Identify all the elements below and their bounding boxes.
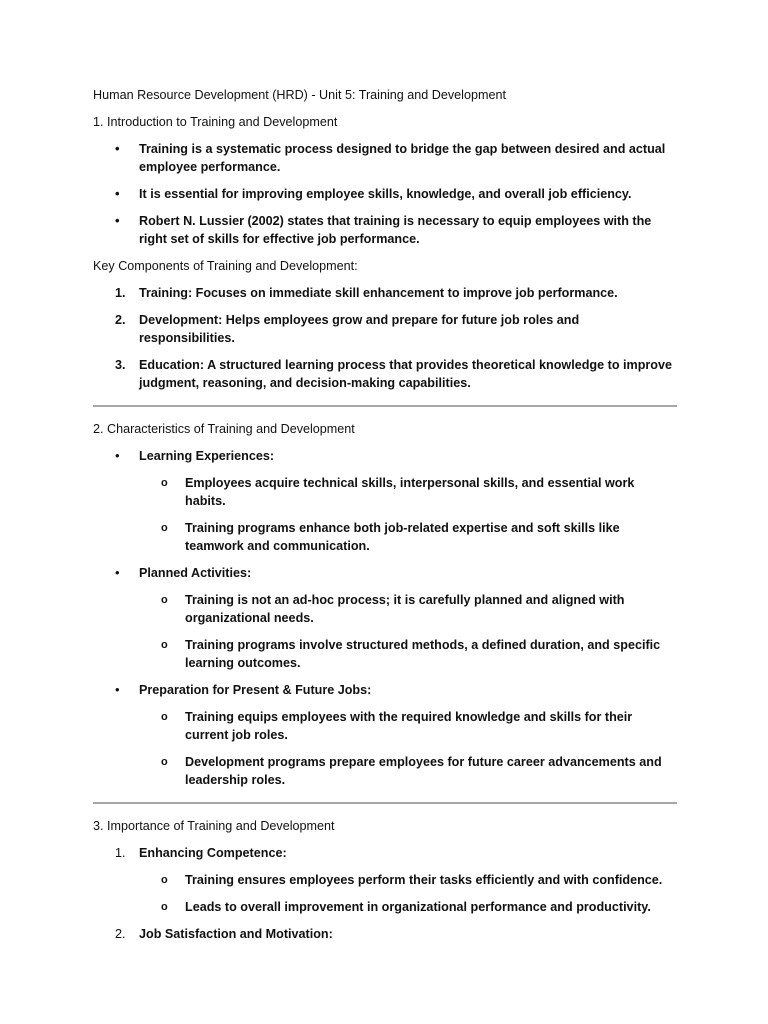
circle-bullet-icon: o — [161, 477, 168, 489]
intro-bullet-list — [93, 140, 677, 248]
bullet-icon: • — [115, 682, 120, 697]
list-item-text: Education: A structured learning process that provides theoretical knowledge to improve judgment, reasoning, and decision-making capabilities. — [139, 358, 673, 390]
list-item — [93, 185, 677, 203]
bullet-icon: • — [115, 565, 120, 580]
sub-list-item — [139, 591, 677, 627]
list-item — [93, 212, 677, 248]
sub-list-item-text: Training ensures employees perform their tasks efficiently and with confidence. — [185, 873, 663, 887]
list-item — [93, 681, 677, 789]
importance-list — [93, 844, 677, 943]
list-item-label: Learning Experiences: — [139, 449, 275, 463]
bullet-icon: • — [115, 141, 120, 156]
list-number: 3. — [115, 358, 126, 372]
circle-bullet-icon: o — [161, 639, 168, 651]
sub-list-item-text: Development programs prepare employees for future career advancements and leadership roles. — [185, 755, 662, 787]
characteristics-list — [93, 447, 677, 789]
sub-list-item-text: Training is not an ad-hoc process; it is carefully planned and aligned with organizational needs. — [185, 593, 625, 625]
sub-list-item-text: Training equips employees with the required knowledge and skills for their current job roles. — [185, 710, 633, 742]
list-number: 2. — [115, 927, 126, 941]
components-heading: Key Components of Training and Development: — [93, 259, 358, 273]
list-item-text: Training is a systematic process designed to bridge the gap between desired and actual employee performance. — [139, 142, 666, 174]
sub-list — [139, 591, 677, 672]
list-number: 2. — [115, 313, 126, 327]
list-item — [93, 564, 677, 672]
section-divider — [93, 802, 677, 804]
section-heading-importance: 3. Importance of Training and Development — [93, 819, 335, 833]
section-heading-characteristics: 2. Characteristics of Training and Development — [93, 422, 355, 436]
list-item-label: Enhancing Competence: — [139, 846, 287, 860]
sub-list-item — [139, 753, 677, 789]
list-item-text: Robert N. Lussier (2002) states that training is necessary to equip employees with the right set of skills for effective job performance. — [139, 214, 652, 246]
sub-list — [139, 474, 677, 555]
list-item — [93, 284, 677, 302]
sub-list — [139, 871, 677, 916]
list-item — [93, 844, 677, 916]
sub-list-item-text: Training programs involve structured methods, a defined duration, and specific learning outcomes. — [185, 638, 661, 670]
sub-list-item — [139, 871, 677, 889]
sub-list-item — [139, 898, 677, 916]
sub-list-item-text: Training programs enhance both job-related expertise and soft skills like teamwork and communication. — [185, 521, 620, 553]
section-divider — [93, 405, 677, 407]
list-item-text: Development: Helps employees grow and prepare for future job roles and responsibilities. — [139, 313, 580, 345]
circle-bullet-icon: o — [161, 594, 168, 606]
sub-list-item — [139, 636, 677, 672]
sub-list-item — [139, 519, 677, 555]
list-item-label: Planned Activities: — [139, 566, 252, 580]
section-heading-introduction: 1. Introduction to Training and Development — [93, 115, 338, 129]
list-item-label: Preparation for Present & Future Jobs: — [139, 683, 372, 697]
list-item — [93, 311, 677, 347]
list-number: 1. — [115, 286, 126, 300]
components-numbered-list — [93, 284, 677, 392]
list-item — [93, 447, 677, 555]
list-item — [93, 925, 677, 943]
circle-bullet-icon: o — [161, 522, 168, 534]
sub-list-item-text: Leads to overall improvement in organizational performance and productivity. — [185, 900, 651, 914]
list-item — [93, 140, 677, 176]
document-page — [93, 86, 677, 952]
sub-list-item — [139, 708, 677, 744]
sub-list-item — [139, 474, 677, 510]
document-title: Human Resource Development (HRD) - Unit 5: Training and Development — [93, 88, 506, 102]
circle-bullet-icon: o — [161, 756, 168, 768]
sub-list — [139, 708, 677, 789]
bullet-icon: • — [115, 186, 120, 201]
circle-bullet-icon: o — [161, 901, 168, 913]
circle-bullet-icon: o — [161, 874, 168, 886]
list-item-label: Job Satisfaction and Motivation: — [139, 927, 333, 941]
bullet-icon: • — [115, 448, 120, 463]
list-number: 1. — [115, 846, 126, 860]
list-item — [93, 356, 677, 392]
list-item-text: It is essential for improving employee skills, knowledge, and overall job efficiency. — [139, 187, 632, 201]
circle-bullet-icon: o — [161, 711, 168, 723]
bullet-icon: • — [115, 213, 120, 228]
sub-list-item-text: Employees acquire technical skills, interpersonal skills, and essential work habits. — [185, 476, 635, 508]
list-item-text: Training: Focuses on immediate skill enhancement to improve job performance. — [139, 286, 618, 300]
